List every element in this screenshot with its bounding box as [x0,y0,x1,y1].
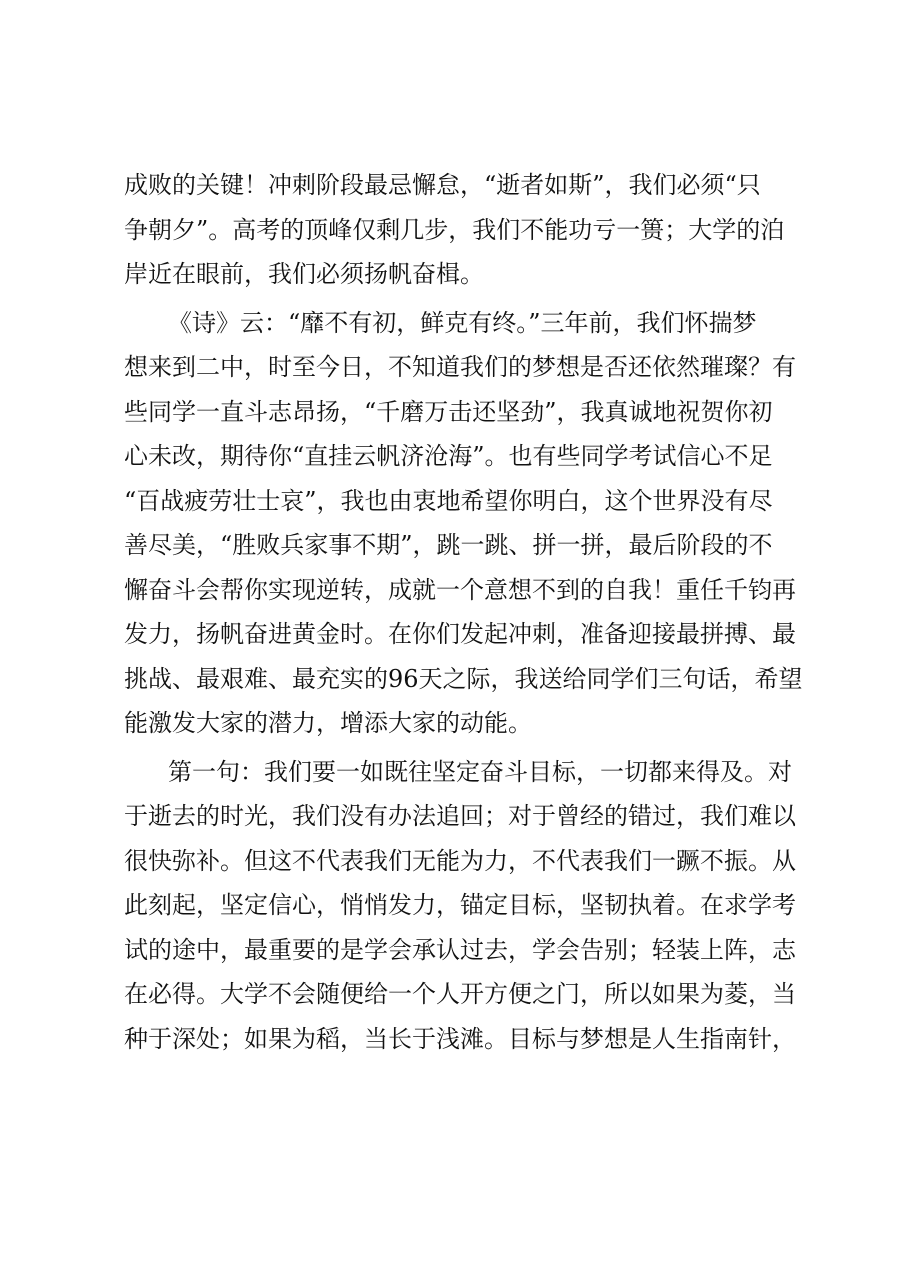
paragraph-3 [124,750,804,1062]
text-line: 种于深处；如果为稻，当长于浅滩。目标与梦想是人生指南针， [124,1024,796,1053]
text-line: 《诗》云：“靡不有初，鲜克有终。”三年前，我们怀揣梦 [168,308,757,337]
text-line: 挑战、最艰难、最充实的96天之际，我送给同学们三句话，希望 [124,664,803,693]
text-line: 很快弥补。但这不代表我们无能为力，不代表我们一蹶不振。从 [124,846,796,875]
text-line: 懈奋斗会帮你实现逆转，成就一个意想不到的自我！重任千钧再 [124,575,796,604]
text-line: 试的途中，最重要的是学会承认过去，学会告别；轻装上阵，志 [124,935,796,964]
text-line: 发力，扬帆奋进黄金时。在你们发起冲刺，准备迎接最拼搏、最 [124,620,796,648]
text-line: “百战疲劳壮士哀”，我也由衷地希望你明白，这个世界没有尽 [124,486,773,515]
text-line: 此刻起，坚定信心，悄悄发力，锚定目标，坚韧执着。在求学考 [124,891,796,919]
text-line: 第一句：我们要一如既往坚定奋斗目标，一切都来得及。对 [168,757,792,786]
document-page [124,163,804,1065]
text-line: 成败的关键！冲刺阶段最忌懈怠，“逝者如斯”，我们必须“只 [124,171,761,199]
text-line: 善尽美，“胜败兵家事不期”，跳一跳、拼一拼，最后阶段的不 [124,531,773,559]
text-line: 能激发大家的潜力，增添大家的动能。 [124,709,532,737]
text-line: 想来到二中，时至今日，不知道我们的梦想是否还依然璀璨？有 [124,353,796,381]
text-line: 于逝去的时光，我们没有办法追回；对于曾经的错过，我们难以 [124,802,796,830]
text-line: 岸近在眼前，我们必须扬帆奋楫。 [124,260,484,288]
text-line: 在必得。大学不会随便给一个人开方便之门，所以如果为菱，当 [124,980,796,1008]
text-line: 心未改，期待你“直挂云帆济沧海”。也有些同学考试信心不足 [124,442,773,470]
paragraph-1 [124,163,804,297]
paragraph-2 [124,301,804,746]
text-line: 些同学一直斗志昂扬，“千磨万击还坚劲”，我真诚地祝贺你初 [124,397,773,426]
text-line: 争朝夕”。高考的顶峰仅剩几步，我们不能功亏一篑；大学的泊 [124,215,785,244]
